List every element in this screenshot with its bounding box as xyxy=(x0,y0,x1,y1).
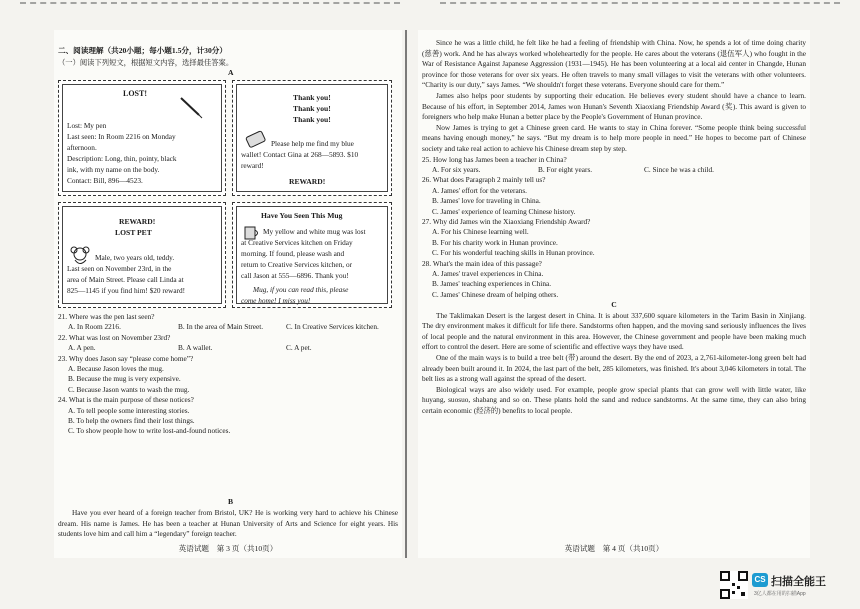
notice-line: Last seen: In Room 2216 on Monday xyxy=(67,132,176,141)
option-c[interactable]: C. To show people how to write lost-and-found notices. xyxy=(68,426,231,436)
wallet-icon xyxy=(245,129,267,149)
watermark-subtitle: 3亿人都在用的扫描App xyxy=(754,591,806,597)
notice-lost-wallet xyxy=(232,80,392,196)
notice-line: Contact: Bill, 896—4523. xyxy=(67,176,143,185)
paragraph: The Taklimakan Desert is the largest desert in China. It is about 337,600 square kilometers in the Tarim Basin in Xinjiang. The dry environment makes it difficult for life there. Sandstorms often happen, and the moving sand seriously influences the lives of local people and the natural environment in this area. However, the Chinese government and people have been making much effort to control the desert. Here are some of scientific and effective ways they have used. xyxy=(422,310,806,352)
notice-line: call Jason at 555—6896. Thank you! xyxy=(241,271,349,280)
option-c[interactable]: C. James' experience of learning Chinese history. xyxy=(432,206,576,216)
option-a[interactable]: A. For six years. xyxy=(432,164,481,174)
page-divider xyxy=(405,30,407,558)
question-stem: 25. How long has James been a teacher in China? xyxy=(422,154,567,164)
notice-line: morning. If found, please wash and xyxy=(241,249,345,258)
option-c[interactable]: C. Since he was a child. xyxy=(644,164,714,174)
option-c[interactable]: C. James' Chinese dream of helping others. xyxy=(432,289,559,299)
option-b[interactable]: B. For his charity work in Hunan province. xyxy=(432,237,558,247)
option-row xyxy=(58,343,398,353)
option-c[interactable]: C. Because Jason wants to wash the mug. xyxy=(68,384,190,394)
question-stem: 28. What's the main idea of this passage? xyxy=(422,258,542,268)
question-stem: 21. Where was the pen last seen? xyxy=(58,312,155,321)
notice-line: Male, two years old, teddy. xyxy=(95,253,175,262)
notice-line: ink, with my name on the body. xyxy=(67,165,160,174)
option-a[interactable]: A. James' travel experiences in China. xyxy=(432,268,544,278)
option-c[interactable]: C. A pet. xyxy=(286,343,312,353)
notice-line: area of Main Street. Please call Linda at xyxy=(67,275,184,284)
option-a[interactable]: A. A pen. xyxy=(68,343,96,353)
notice-line: wallet! Contact Gina at 268—5893. $10 xyxy=(241,150,359,159)
paragraph: One of the main ways is to build a tree belt (带) around the desert. By the end of 2023, a 2,761-kilometer-long green belt had already been built around it. In 2024, the last part of the belt, 285 kilometers, was finished. It's about 3,046 kilometers in total. The belt lies as a strong wall against the spread of the desert. xyxy=(422,352,806,384)
question-stem: 27. Why did James win the Xiaoxiang Friendship Award? xyxy=(422,216,591,226)
page-footer: 英语试题 第 4 页（共10页） xyxy=(564,544,664,553)
notice-line: Last seen on November 23rd, in the xyxy=(67,264,172,273)
option-row xyxy=(422,165,806,175)
notice-lost-pet xyxy=(58,202,226,308)
notice-title: REWARD! xyxy=(119,217,156,226)
camscanner-logo: CS xyxy=(752,573,768,587)
option-c[interactable]: C. For his wonderful teaching skills in Hunan province. xyxy=(432,248,595,258)
passage-label-b: B xyxy=(228,497,234,506)
question-stem: 24. What is the main purpose of these notices? xyxy=(58,395,194,405)
passage-b-intro: Have you ever heard of a foreign teacher from Bristol, UK? He is working very hard to achieve his Chinese dream. His name is James. He has been a teacher at Hunan University of Arts and Science for eight years. His students love him and call him a “legendary” foreign teacher. xyxy=(58,508,398,539)
option-b[interactable]: B. Because the mug is very expensive. xyxy=(68,374,181,384)
paragraph: Since he was a little child, he felt like he had a feeling of friendship with China. Now, he spends a lot of time doing charity (慈善) work. And he has always worked wholeheartedly for the people. He cares about the veterans (退伍军人) who fought in the War of Resistance Against Japanese Aggression (1931—1945). He has been volunteering at a local aid center in Changde, Hunan province for those veterans for over six years. He often travels to many small villages to visit the veterans with other volunteers. “Charity is our duty,” says James. “We shouldn't forget these veterans. Everyone should care for them.” xyxy=(422,38,806,90)
notice-line: return to Creative Services kitchen, or xyxy=(241,260,353,269)
option-a[interactable]: A. Because Jason loves the mug. xyxy=(68,364,164,373)
page-top-border xyxy=(20,2,400,12)
notice-line: come home! I miss you! xyxy=(241,296,311,305)
page-top-border xyxy=(440,2,840,12)
notice-title: Thank you! xyxy=(293,93,331,102)
option-a[interactable]: A. For his Chinese learning well. xyxy=(432,227,529,237)
notice-line: Lost: My pen xyxy=(67,121,107,130)
notice-reward: REWARD! xyxy=(289,177,326,186)
notice-line: reward! xyxy=(241,161,264,170)
option-row xyxy=(58,322,398,332)
option-a[interactable]: A. James' effort for the veterans. xyxy=(432,185,527,195)
exam-page-4 xyxy=(418,30,810,558)
passage-label-c: C xyxy=(611,300,617,310)
paragraph: Now James is trying to get a Chinese green card. He wants to stay in China forever. “Some people think being successful means having enough money,” he says. “But my dream is to help more people in need.” He hopes to become part of Chinese society and take real action to achieve his Chinese dream step by step. xyxy=(422,122,806,153)
notice-lost-pen xyxy=(58,80,226,196)
question-stem: 22. What was lost on November 23rd? xyxy=(58,332,171,342)
notice-line: Description: Long, thin, pointy, black xyxy=(67,154,177,163)
section-title: 二、阅读理解（共20小题；每小题1.5分，计30分） xyxy=(58,46,227,55)
option-b[interactable]: B. To help the owners find their lost things. xyxy=(68,416,195,426)
option-a[interactable]: A. To tell people some interesting stories. xyxy=(68,405,190,415)
passage-label-a: A xyxy=(228,68,234,77)
notice-title: LOST PET xyxy=(115,228,152,237)
question-stem: 23. Why does Jason say “please come home”? xyxy=(58,353,194,363)
question-block-a xyxy=(58,312,398,437)
notice-title: LOST! xyxy=(123,89,148,98)
option-c[interactable]: C. In Creative Services kitchen. xyxy=(286,322,379,332)
notice-title: Thank you! xyxy=(293,104,331,113)
notice-line: afternoon. xyxy=(67,143,97,152)
question-stem: 26. What does Paragraph 2 mainly tell us? xyxy=(422,175,546,185)
instructions: （一）阅读下列短文，根据短文内容，选择最佳答案。 xyxy=(58,58,234,67)
option-b[interactable]: B. A wallet. xyxy=(178,343,213,353)
page-footer: 英语试题 第 3 页（共10页） xyxy=(178,544,278,553)
notice-line: 825—1145 if you find him! $20 reward! xyxy=(67,286,186,295)
watermark-brand: 扫描全能王 xyxy=(771,576,826,588)
pen-icon xyxy=(177,95,205,121)
option-b[interactable]: B. In the area of Main Street. xyxy=(178,322,264,332)
paragraph: James also helps poor students by supporting their education. He believes every student should have a chance to learn. Because of his effort, in September 2014, James won Hunan's Seventh Xiaoxiang Friendship Award (奖). This award is given to foreigners who help make Hunan a better place by the People's Government of Hunan province. xyxy=(422,90,806,122)
notice-line: Please help me find my blue xyxy=(271,139,354,148)
option-a[interactable]: A. In Room 2216. xyxy=(68,322,121,332)
paragraph: Biological ways are also widely used. For example, people grow special plants that can grow well with little water, like huyang, suosuo, shabang and so on. These plants hold the sand and reduce sandstorms. At the same time, they can also bring certain economic (经济的) benefits to local people. xyxy=(422,384,806,415)
notice-lost-mug xyxy=(232,202,392,308)
qr-code-icon xyxy=(720,571,748,599)
notice-line: at Creative Services kitchen on Friday xyxy=(241,238,353,247)
option-b[interactable]: B. James' teaching experiences in China. xyxy=(432,279,552,289)
exam-page-3 xyxy=(54,30,402,558)
notice-title: Have You Seen This Mug xyxy=(261,211,343,220)
passage-b-body xyxy=(422,38,806,417)
notice-line: Mug, if you can read this, please xyxy=(253,285,349,294)
option-b[interactable]: B. For eight years. xyxy=(538,164,593,174)
scanner-watermark xyxy=(720,569,850,603)
notice-line: My yellow and white mug was lost xyxy=(263,227,366,236)
notice-title: Thank you! xyxy=(293,115,331,124)
option-b[interactable]: B. James' love for traveling in China. xyxy=(432,196,541,206)
